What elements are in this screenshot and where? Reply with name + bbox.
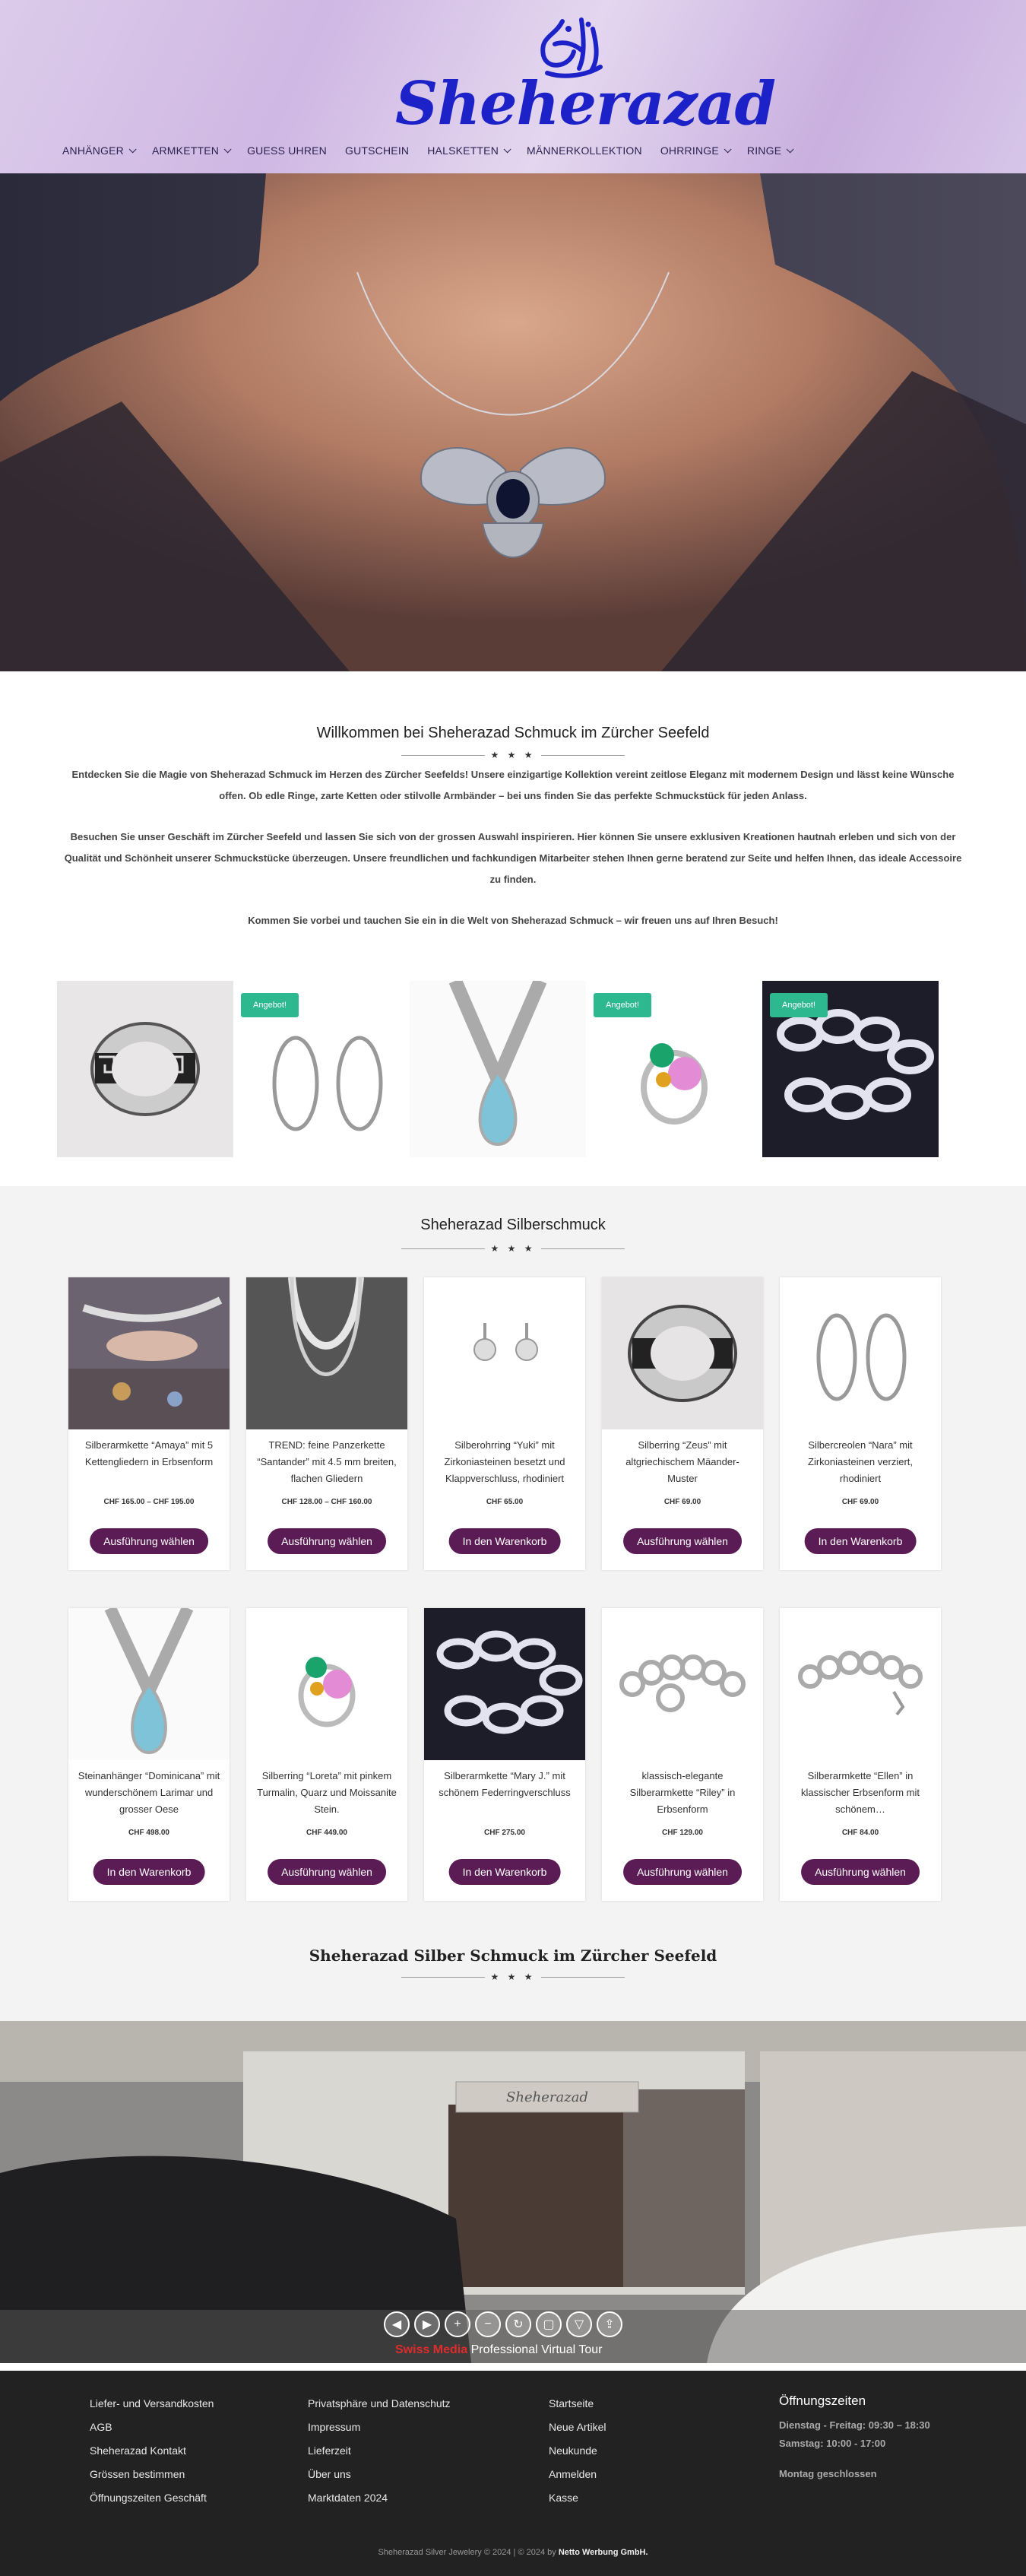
footer-link[interactable]: Sheherazad Kontakt [90,2444,186,2457]
product-card[interactable] [246,1608,407,1901]
product-title[interactable]: Silberarmkette “Amaya” mit 5 Kettengliedern in Erbsenform [84,1439,214,1467]
product-price: CHF 84.00 [841,1829,879,1837]
footer-link[interactable]: Impressum [308,2421,361,2433]
product-price: CHF 498.00 [128,1829,169,1837]
add-to-cart-button[interactable]: In den Warenkorb [805,1528,917,1554]
product-image[interactable] [68,1277,230,1429]
nav-label: GUTSCHEIN [344,144,410,157]
product-price: CHF 129.00 [662,1829,703,1837]
hero-banner [0,173,1026,671]
tour-branding[interactable]: Swiss Media Professional Virtual Tour [395,2343,603,2356]
title-ornament: ★ ★ ★ [0,750,1026,760]
hero-image-necklace-model [0,173,1026,671]
nav-item-6[interactable] [651,144,738,157]
footer-link[interactable]: Neukunde [549,2444,597,2457]
product-image[interactable] [424,1277,585,1429]
footer-link[interactable]: Marktdaten 2024 [308,2492,388,2504]
chevron-down-icon [224,145,232,153]
site-footer [0,2371,1026,2576]
product-image[interactable] [602,1608,763,1760]
product-image[interactable] [68,1608,230,1760]
product-price: CHF 69.00 [663,1498,701,1506]
add-to-cart-button[interactable]: In den Warenkorb [449,1528,561,1554]
nav-item-4[interactable] [418,144,518,157]
share-icon[interactable]: ⇪ [597,2311,622,2337]
nav-label: GUESS UHREN [247,144,327,157]
product-title[interactable]: Silberring “Loreta” mit pinkem Turmalin, Quarz und Moissanite Stein. [257,1770,397,1815]
welcome-paragraph-1: Entdecken Sie die Magie von Sheherazad Schmuck im Herzen des Zürcher Seefelds! Unsere einzigartige Kollektion vereint zeitlose Eleganz mit modernem Design und lässt keine Wünsche offen. Ob edle Ringe, zarte Ketten oder stilvolle Armbänder – bei uns finden Sie das perfekte Schmuckstück für jeden Anlass. [71,769,955,801]
product-card[interactable] [780,1277,941,1570]
silberschmuck-section [0,1186,1026,2022]
virtual-tour-viewer[interactable] [0,2021,1026,2363]
nav-item-1[interactable] [143,144,238,157]
footer-link[interactable]: Privatsphäre und Datenschutz [308,2397,451,2409]
welcome-paragraph-3: Kommen Sie vorbei und tauchen Sie ein in die Welt von Sheherazad Schmuck – wir freuen uns auf Ihren Besuch! [248,915,778,926]
footer-column-1 [90,2392,214,2510]
nav-label: RINGE [746,144,782,157]
product-title[interactable]: Silbercreolen “Nara” mit Zirkoniasteinen verziert, rhodiniert [808,1439,913,1484]
footer-link[interactable]: Über uns [308,2468,351,2480]
product-card[interactable] [602,1277,763,1570]
product-title[interactable]: Silberring “Zeus” mit altgriechischem Mäander-Muster [625,1439,739,1484]
product-title[interactable]: klassisch-elegante Silberarmkette “Riley” in Erbsenform [629,1770,736,1815]
product-price: CHF 69.00 [841,1498,879,1506]
add-to-cart-button[interactable]: In den Warenkorb [93,1859,205,1885]
product-price: CHF 165.00 – CHF 195.00 [103,1498,195,1506]
nav-item-2[interactable] [238,144,336,157]
opening-hours-title: Öffnungszeiten [779,2394,866,2408]
product-image[interactable] [602,1277,763,1429]
seefeld-title: Sheherazad Silber Schmuck im Zürcher Seefeld [309,1946,717,1965]
chevron-down-icon [504,145,511,153]
footer-link[interactable]: Öffnungszeiten Geschäft [90,2492,207,2504]
hours-monday: Montag geschlossen [779,2468,877,2479]
footer-link[interactable]: AGB [90,2421,112,2433]
add-to-cart-button[interactable]: In den Warenkorb [449,1859,561,1885]
carousel-item-hoops[interactable] [233,981,410,1157]
product-image[interactable] [246,1608,407,1760]
filter-icon[interactable]: ▽ [566,2311,592,2337]
select-options-button[interactable]: Ausführung wählen [623,1859,742,1885]
product-price: CHF 275.00 [484,1829,525,1837]
product-card[interactable] [780,1608,941,1901]
footer-link[interactable]: Neue Artikel [549,2421,606,2433]
nav-label: MÄNNERKOLLEKTION [527,144,642,157]
nav-label: OHRRINGE [660,144,719,157]
carousel-item-ring[interactable] [57,981,233,1157]
product-image[interactable] [780,1608,941,1760]
tour-left-icon[interactable]: ◀ [384,2311,410,2337]
tour-right-icon[interactable]: ▶ [414,2311,440,2337]
nav-item-3[interactable] [336,144,418,157]
hours-weekdays: Dienstag - Freitag: 09:30 – 18:30 [779,2419,930,2431]
site-logo[interactable] [395,14,776,138]
nav-label: HALSKETTEN [427,144,499,157]
carousel-item-chain-bracelet[interactable] [762,981,939,1157]
product-image[interactable] [246,1277,407,1429]
chevron-down-icon [787,145,794,153]
chevron-down-icon [724,145,732,153]
product-title[interactable]: Silberohrring “Yuki” mit Zirkoniasteinen besetzt und Klappverschluss, rhodiniert [444,1439,565,1484]
nav-item-7[interactable] [738,144,800,157]
welcome-paragraph-2: Besuchen Sie unser Geschäft im Zürcher Seefeld und lassen Sie sich von der grossen Auswahl inspirieren. Hier können Sie unsere exklusiven Kreationen hautnah erleben und sich von der Qualität und Schönheit unserer Schmuckstücke überzeugen. Unsere freundlichen und fachkundigen Mitarbeiter stehen Ihnen gerne beratend zur Seite und helfen Ihnen, das ideale Accessoire zu finden. [64,831,962,885]
product-card[interactable] [68,1608,230,1901]
welcome-section [0,671,1026,983]
site-header [0,0,1026,173]
main-navigation [62,144,800,157]
section-title: Sheherazad Silberschmuck [420,1217,606,1233]
product-title[interactable]: Silberarmkette “Ellen” in klassischer Erbsenform mit schönem… [800,1770,920,1815]
product-card[interactable] [68,1277,230,1570]
zoom-out-icon[interactable]: − [475,2311,501,2337]
hours-saturday: Samstag: 10:00 - 17:00 [779,2438,886,2449]
product-card[interactable] [424,1608,585,1901]
carousel-item-loreta-ring[interactable] [586,981,762,1157]
product-price: CHF 128.00 – CHF 160.00 [281,1498,372,1506]
product-card[interactable] [602,1608,763,1901]
product-title[interactable]: TREND: feine Panzerkette “Santander” mit 4.5 mm breiten, flachen Gliedern [257,1439,397,1484]
footer-link[interactable]: Lieferzeit [308,2444,351,2457]
sale-badge: Angebot! [241,993,299,1017]
title-ornament: ★ ★ ★ [0,1243,1026,1254]
footer-opening-hours [779,2394,930,2483]
chevron-down-icon [129,145,137,153]
footer-link[interactable]: Anmelden [549,2468,597,2480]
select-options-button[interactable]: Ausführung wählen [268,1528,386,1554]
product-title[interactable]: Steinanhänger “Dominicana” mit wunderschönem Larimar und grosser Oese [78,1770,220,1815]
select-options-button[interactable]: Ausführung wählen [268,1859,386,1885]
product-card[interactable] [424,1277,585,1570]
welcome-title: Willkommen bei Sheherazad Schmuck im Zürcher Seefeld [316,725,710,741]
footer-column-3 [549,2392,606,2510]
agency-link[interactable]: Netto Werbung GmbH. [558,2548,648,2557]
tour-controls [384,2311,622,2337]
footer-link[interactable]: Startseite [549,2397,594,2409]
product-price: CHF 449.00 [306,1829,347,1837]
product-image[interactable] [424,1608,585,1760]
nav-label: ARMKETTEN [151,144,220,157]
product-title[interactable]: Silberarmkette “Mary J.” mit schönem Federringverschluss [439,1770,571,1798]
svg-text:Sheherazad: Sheherazad [506,2089,588,2105]
footer-column-2 [308,2392,451,2510]
product-grid [68,1277,958,1901]
title-ornament: ★ ★ ★ [0,1972,1026,1982]
select-options-button[interactable]: Ausführung wählen [90,1528,208,1554]
footer-link[interactable]: Grössen bestimmen [90,2468,185,2480]
nav-label: ANHÄNGER [62,144,124,157]
product-image[interactable] [780,1277,941,1429]
product-price: CHF 65.00 [486,1498,524,1506]
logo-wordmark: Sheherazad [395,69,776,138]
fullscreen-icon[interactable]: ▢ [536,2311,562,2337]
select-options-button[interactable]: Ausführung wählen [623,1528,742,1554]
footer-link[interactable]: Liefer- und Versandkosten [90,2397,214,2409]
copyright: Sheherazad Silver Jewelery © 2024 | © 2024 by Netto Werbung GmbH. [378,2548,648,2557]
hours-spacer [779,2453,930,2465]
select-options-button[interactable]: Ausführung wählen [801,1859,920,1885]
zoom-in-icon[interactable]: + [445,2311,470,2337]
sale-badge: Angebot! [770,993,828,1017]
featured-carousel [57,981,939,1157]
product-card[interactable] [246,1277,407,1570]
carousel-item-larimar-pendant[interactable] [410,981,586,1157]
autorotate-icon[interactable]: ↻ [505,2311,531,2337]
footer-link[interactable]: Kasse [549,2492,578,2504]
nav-item-5[interactable] [518,144,651,157]
nav-item-0[interactable] [62,144,143,157]
sale-badge: Angebot! [594,993,651,1017]
